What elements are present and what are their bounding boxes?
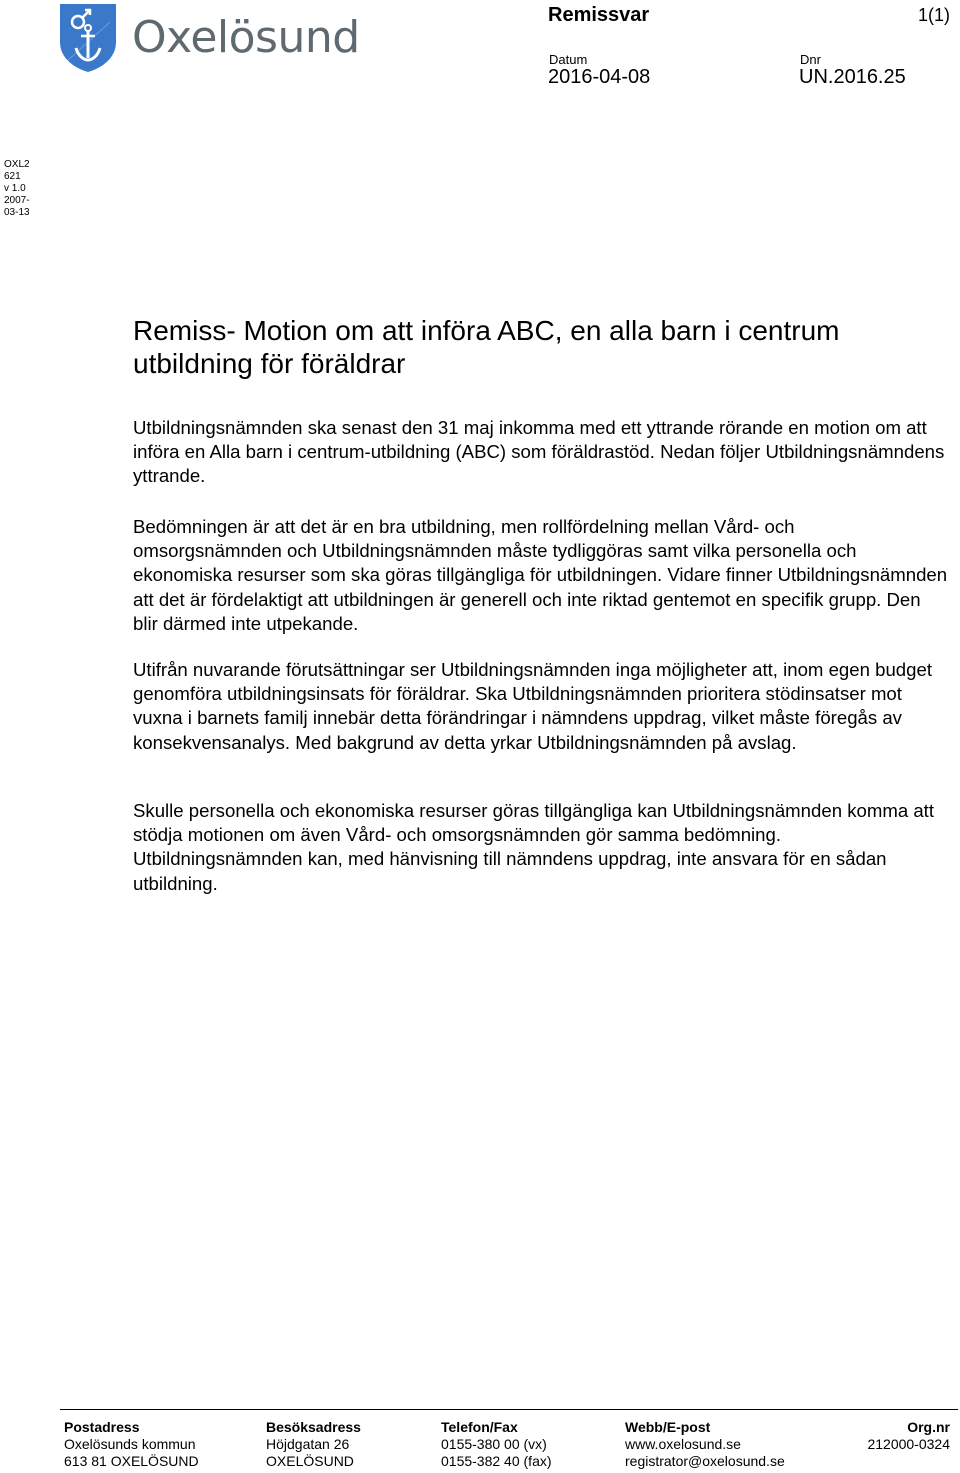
footer-website-link[interactable]: www.oxelosund.se xyxy=(625,1436,741,1452)
logo-wordmark: Oxelösund xyxy=(132,12,360,63)
municipality-logo xyxy=(58,2,378,74)
paragraph: Utifrån nuvarande förutsättningar ser Utbildningsnämnden inga möjligheter att, inom egen budget genomföra utbildningsinsats för föräldrar. Ska Utbildningsnämnden prioritera stödinsatser mot vuxna i barnets familj innebär detta förändringar i nämndens uppdrag, vilket måste föregås av konsekvensanalys. Med bakgrund av detta yrkar Utbildningsnämnden på avslag. xyxy=(133,659,932,753)
form-code: OXL2 621 v 1.0 2007- 03-13 xyxy=(4,159,30,218)
footer-visit-address xyxy=(266,1419,361,1470)
footer-postal-address xyxy=(64,1419,199,1470)
footer-line: 0155-380 00 (vx) xyxy=(441,1436,547,1452)
document-title: Remiss- Motion om att införa ABC, en alla barn i centrum utbildning för föräldrar xyxy=(133,315,840,379)
footer-heading: Org.nr xyxy=(907,1419,950,1435)
footer-line: OXELÖSUND xyxy=(266,1453,354,1469)
reference-label: Dnr xyxy=(800,52,821,67)
page-number: 1(1) xyxy=(918,5,951,25)
footer-line: 613 81 OXELÖSUND xyxy=(64,1453,199,1469)
footer-email-link[interactable]: registrator@oxelosund.se xyxy=(625,1453,785,1469)
footer-web-email xyxy=(625,1419,785,1470)
footer-divider xyxy=(60,1409,958,1410)
reference-value: UN.2016.25 xyxy=(799,66,906,88)
document-type: Remissvar xyxy=(548,4,650,26)
paragraph: Skulle personella och ekonomiska resurser göras tillgängliga kan Utbildningsnämnden komma att stödja motionen om även Vård- och omsorgsnämnden gör samma bedömning. Utbildningsnämnden kan, med hänvisning till nämndens uppdrag, inte ansvara för en sådan utbildning. xyxy=(133,800,934,894)
paragraph: Bedömningen är att det är en bra utbildning, men rollfördelning mellan Vård- och omsorgsnämnden och Utbildningsnämnden måste tydliggöras samt vilka personella och ekonomiska resurser som ska göras tillgängliga för utbildningen. Vidare finner Utbildningsnämnden att det är fördelaktigt att utbildningen är generell och inte riktad gentemot en specifik grupp. Den blir därmed inte utpekande. xyxy=(133,516,948,634)
footer-line: Höjdgatan 26 xyxy=(266,1436,350,1452)
date-label: Datum xyxy=(549,52,588,67)
footer-phone-fax xyxy=(441,1419,552,1470)
date-value: 2016-04-08 xyxy=(548,66,651,88)
footer-heading: Webb/E-post xyxy=(625,1419,711,1435)
footer-heading: Postadress xyxy=(64,1419,140,1435)
footer-line: Oxelösunds kommun xyxy=(64,1436,196,1452)
coat-of-arms-icon xyxy=(58,2,118,74)
footer-line: 0155-382 40 (fax) xyxy=(441,1453,552,1469)
footer-org-number xyxy=(842,1419,950,1453)
paragraph: Utbildningsnämnden ska senast den 31 maj inkomma med ett yttrande rörande en motion om att införa en Alla barn i centrum-utbildning (ABC) som föräldrastöd. Nedan följer Utbildningsnämndens yttrande. xyxy=(133,417,945,487)
footer-heading: Besöksadress xyxy=(266,1419,361,1435)
footer-heading: Telefon/Fax xyxy=(441,1419,518,1435)
footer-line: 212000-0324 xyxy=(867,1436,950,1452)
